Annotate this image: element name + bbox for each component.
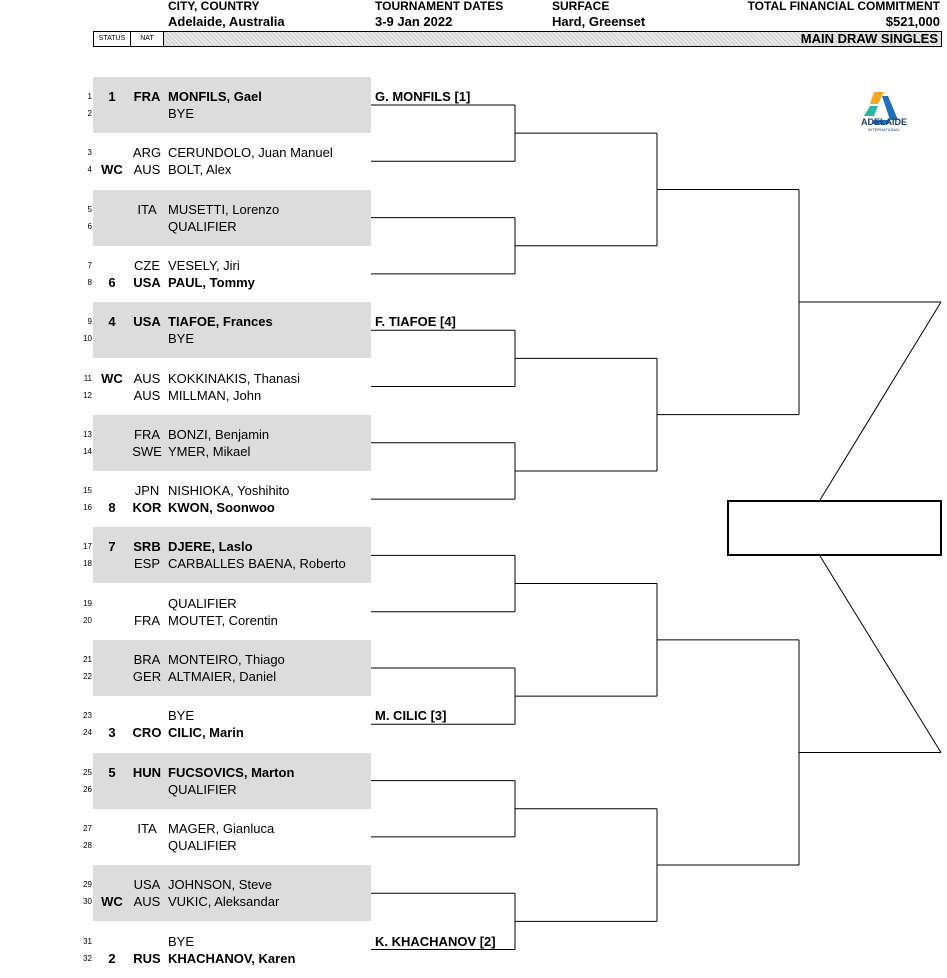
draw-position: 31 <box>83 936 92 946</box>
draw-position: 17 <box>83 542 92 552</box>
seed-status: 3 <box>108 725 116 741</box>
round2-winner: F. TIAFOE [4] <box>375 314 456 330</box>
draw-position: 16 <box>83 503 92 513</box>
player-name: DJERE, Laslo <box>168 539 253 555</box>
player-name: BYE <box>168 708 195 724</box>
player-nationality: SWE <box>132 443 162 459</box>
city-country-label: CITY, COUNTRY <box>168 0 260 13</box>
round2-winner: K. KHACHANOV [2] <box>375 933 496 949</box>
player-nationality: HUN <box>132 764 162 780</box>
draw-position: 13 <box>83 429 92 439</box>
seed-status: WC <box>101 162 123 178</box>
player-nationality: KOR <box>132 500 162 516</box>
champion-box <box>727 500 942 556</box>
draw-position: 2 <box>87 109 92 118</box>
player-nationality: RUS <box>133 950 161 966</box>
player-nationality: ESP <box>133 556 160 572</box>
player-name: BYE <box>168 331 195 347</box>
main-draw-singles-title: MAIN DRAW SINGLES <box>800 31 938 46</box>
draw-position: 20 <box>83 615 92 625</box>
player-nationality: FRA <box>134 612 160 628</box>
player-nationality: AUS <box>133 387 161 403</box>
bracket-line <box>820 556 941 752</box>
player-name: MILLMAN, John <box>168 387 262 403</box>
player-nationality: CRO <box>132 725 162 741</box>
draw-position: 6 <box>87 221 92 231</box>
surface-value: Hard, Greenset <box>552 14 646 29</box>
player-nationality: FRA <box>134 426 160 442</box>
player-nationality: ARG <box>132 145 162 161</box>
player-name: VUKIC, Aleksandar <box>168 894 280 910</box>
player-name: NISHIOKA, Yoshihito <box>168 483 290 499</box>
player-nationality: AUS <box>133 162 161 178</box>
draw-position: 10 <box>83 334 92 344</box>
bracket-line <box>820 302 941 500</box>
player-name: QUALIFIER <box>168 781 237 797</box>
player-name: FUCSOVICS, Marton <box>168 764 295 780</box>
player-name: CARBALLES BAENA, Roberto <box>168 556 346 572</box>
player-name: BYE <box>168 933 195 949</box>
logo-subtext: INTERNATIONAL <box>868 127 900 132</box>
player-nationality: GER <box>132 669 162 684</box>
draw-position: 5 <box>87 204 92 214</box>
round2-winner: M. CILIC [3] <box>375 708 447 724</box>
draw-position: 4 <box>87 165 92 175</box>
player-name: CERUNDOLO, Juan Manuel <box>168 145 333 161</box>
draw-position: 23 <box>83 711 92 721</box>
draw-position: 7 <box>87 260 92 270</box>
draw-position: 3 <box>87 148 92 158</box>
draw-position: 8 <box>87 277 92 287</box>
player-name: MUSETTI, Lorenzo <box>168 201 280 217</box>
player-name: JOHNSON, Steve <box>168 877 273 893</box>
draw-position: 27 <box>83 823 92 833</box>
player-name: QUALIFIER <box>168 837 237 853</box>
player-nationality: ITA <box>137 820 157 836</box>
player-name: MONFILS, Gael <box>168 89 262 104</box>
seed-status: 1 <box>108 89 116 104</box>
draw-position: 22 <box>83 672 92 681</box>
draw-position: 26 <box>83 784 92 794</box>
player-name: KHACHANOV, Karen <box>168 950 296 966</box>
tournament-dates-label: TOURNAMENT DATES <box>375 0 504 13</box>
draw-position: 32 <box>83 953 92 963</box>
seed-status: 6 <box>108 274 116 290</box>
player-nationality: CZE <box>134 257 160 273</box>
player-nationality: JPN <box>134 483 160 499</box>
player-name: MONTEIRO, Thiago <box>168 652 285 667</box>
player-name: TIAFOE, Frances <box>168 314 273 330</box>
round2-winner: G. MONFILS [1] <box>375 89 471 104</box>
financial-commitment-value: $521,000 <box>885 14 940 29</box>
player-name: CILIC, Marin <box>168 725 244 741</box>
draw-position: 12 <box>83 390 92 400</box>
draw-position: 25 <box>83 767 92 777</box>
player-nationality: ITA <box>137 201 157 217</box>
seed-status: 5 <box>108 764 116 780</box>
draw-position: 19 <box>83 598 92 608</box>
draw-position: 9 <box>87 317 92 327</box>
draw-position: 14 <box>83 446 92 456</box>
player-name: VESELY, Jiri <box>168 257 240 273</box>
logo-wordmark: ADELAIDE <box>860 117 907 127</box>
seed-status: 7 <box>108 539 116 555</box>
financial-commitment-label: TOTAL FINANCIAL COMMITMENT <box>747 0 940 13</box>
status-column-header: STATUS <box>94 32 131 46</box>
player-name: QUALIFIER <box>168 218 237 234</box>
player-name: KOKKINAKIS, Thanasi <box>168 370 300 386</box>
player-name: PAUL, Tommy <box>168 274 255 290</box>
player-nationality: FRA <box>133 89 161 104</box>
draw-position: 18 <box>83 559 92 569</box>
player-nationality: USA <box>133 274 161 290</box>
seed-status: WC <box>101 370 123 386</box>
player-nationality: USA <box>133 877 161 893</box>
player-nationality: USA <box>133 314 161 330</box>
player-name: QUALIFIER <box>168 595 237 611</box>
seed-status: 2 <box>108 950 116 966</box>
draw-position: 1 <box>87 92 92 101</box>
city-country-value: Adelaide, Australia <box>168 14 285 29</box>
player-name: KWON, Soonwoo <box>168 500 275 516</box>
player-nationality: AUS <box>133 894 161 910</box>
player-nationality: BRA <box>133 652 161 667</box>
tournament-dates-value: 3-9 Jan 2022 <box>375 14 453 29</box>
draw-position: 29 <box>83 880 92 890</box>
seed-status: WC <box>101 894 123 910</box>
player-name: BYE <box>168 106 195 121</box>
player-nationality: AUS <box>133 370 161 386</box>
draw-position: 24 <box>83 728 92 738</box>
player-name: BOLT, Alex <box>168 162 232 178</box>
draw-position: 30 <box>83 897 92 907</box>
draw-position: 15 <box>83 486 92 496</box>
seed-status: 4 <box>108 314 116 330</box>
draw-position: 11 <box>83 373 92 383</box>
player-name: ALTMAIER, Daniel <box>168 669 277 684</box>
nat-column-header: NAT <box>131 32 164 46</box>
draw-position: 28 <box>83 840 92 850</box>
player-name: YMER, Mikael <box>168 443 251 459</box>
player-name: MAGER, Gianluca <box>168 820 275 836</box>
seed-status: 8 <box>108 500 116 516</box>
draw-position: 21 <box>83 655 92 664</box>
player-name: MOUTET, Corentin <box>168 612 278 628</box>
surface-label: SURFACE <box>552 0 610 13</box>
player-name: BONZI, Benjamin <box>168 426 270 442</box>
player-nationality: SRB <box>133 539 161 555</box>
